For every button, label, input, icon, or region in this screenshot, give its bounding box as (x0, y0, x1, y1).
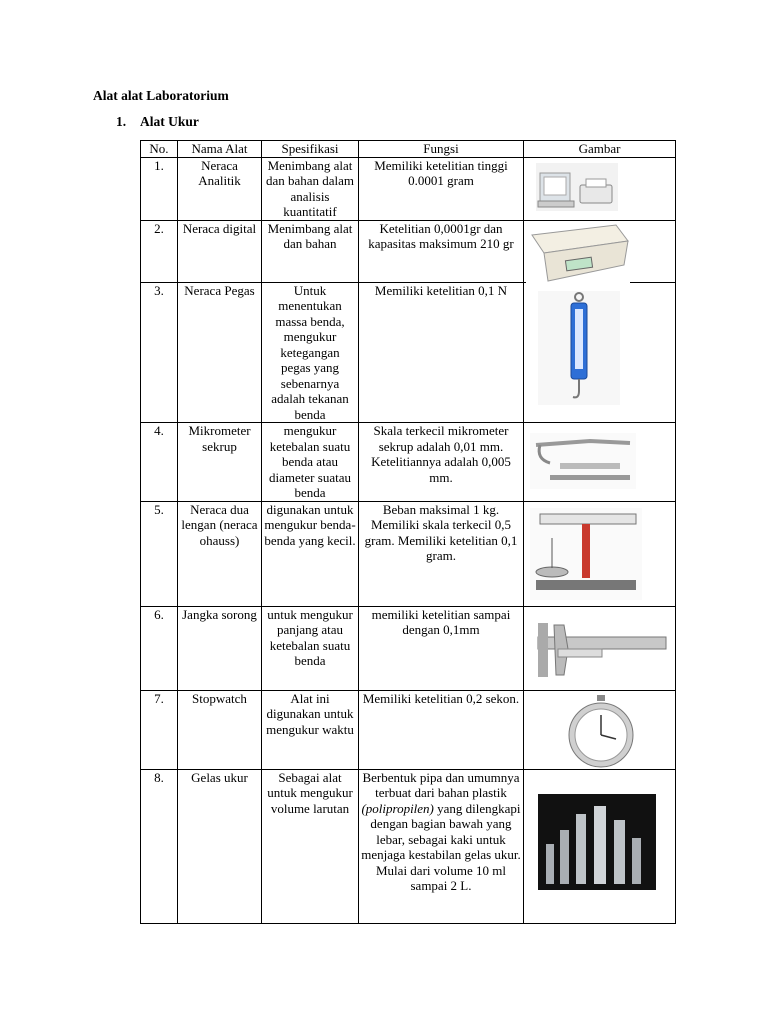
spring-balance-icon (538, 291, 620, 405)
table-row (141, 769, 676, 923)
cell-nama: Neraca Analitik (178, 157, 262, 220)
fungsi-italic-part: (polipropilen) (361, 800, 434, 816)
cell-gambar (524, 157, 676, 220)
cell-spesifikasi: digunakan untuk mengukur benda-benda yang kecil. (262, 501, 359, 606)
fungsi-text-part: Berbentuk pipa dan umumnya terbuat dari bahan plastik (362, 769, 520, 800)
table-row (141, 606, 676, 690)
fungsi-text-part: yang dilengkapi dengan bagian bawah yang lebar, sebagai kaki untuk menjaga kestabilan gelas ukur. Mulai dari volume 10 ml sampai 2 L. (361, 800, 521, 893)
cell-nama: Stopwatch (178, 690, 262, 769)
cell-no: 3. (141, 282, 178, 423)
cell-gambar (524, 501, 676, 606)
cell-spesifikasi: Sebagai alat untuk mengukur volume larutan (262, 769, 359, 923)
cell-nama: Neraca digital (178, 220, 262, 282)
table-row (141, 220, 676, 282)
cell-nama: Neraca dua lengan (neraca ohauss) (178, 501, 262, 606)
table-row (141, 423, 676, 502)
cell-gambar (524, 690, 676, 769)
stopwatch-icon (564, 695, 638, 769)
cell-no: 6. (141, 606, 178, 690)
table-row (141, 157, 676, 220)
cell-spesifikasi: Menimbang alat dan bahan (262, 220, 359, 282)
header-spesifikasi: Spesifikasi (262, 141, 359, 158)
cell-fungsi: Beban maksimal 1 kg. Memiliki skala terkecil 0,5 gram. Memiliki ketelitian 0,1 gram. (359, 501, 524, 606)
cell-fungsi: Skala terkecil mikrometer sekrup adalah 0,01 mm. Ketelitiannya adalah 0,005 mm. (359, 423, 524, 502)
digital-scale-icon (526, 221, 630, 287)
cell-spesifikasi: mengukur ketebalan suatu benda atau diameter suatau benda (262, 423, 359, 502)
cell-spesifikasi: Menimbang alat dan bahan dalam analisis kuantitatif (262, 157, 359, 220)
cell-fungsi: Memiliki ketelitian 0,1 N (359, 282, 524, 423)
cell-fungsi: Ketelitian 0,0001gr dan kapasitas maksimum 210 gr (359, 220, 524, 282)
analytical-balance-icon (536, 163, 618, 211)
cell-no: 8. (141, 769, 178, 923)
measuring-cylinder-icon (538, 794, 656, 890)
cell-spesifikasi: Alat ini digunakan untuk mengukur waktu (262, 690, 359, 769)
cell-no: 1. (141, 157, 178, 220)
cell-spesifikasi: Untuk menentukan massa benda, mengukur ketegangan pegas yang sebenarnya adalah tekanan benda (262, 282, 359, 423)
cell-nama: Jangka sorong (178, 606, 262, 690)
cell-fungsi (359, 769, 524, 923)
cell-no: 2. (141, 220, 178, 282)
header-gambar: Gambar (524, 141, 676, 158)
cell-nama: Gelas ukur (178, 769, 262, 923)
cell-no: 7. (141, 690, 178, 769)
cell-fungsi: Memiliki ketelitian tinggi 0.0001 gram (359, 157, 524, 220)
ohaus-balance-icon (530, 508, 642, 600)
header-fungsi: Fungsi (359, 141, 524, 158)
header-no: No. (141, 141, 178, 158)
section-heading (116, 114, 199, 130)
header-nama-alat: Nama Alat (178, 141, 262, 158)
micrometer-icon (530, 433, 636, 489)
cell-nama: Mikrometer sekrup (178, 423, 262, 502)
cell-spesifikasi: untuk mengukur panjang atau ketebalan suatu benda (262, 606, 359, 690)
cell-nama: Neraca Pegas (178, 282, 262, 423)
table-row (141, 501, 676, 606)
cell-gambar (524, 282, 676, 423)
table-row (141, 690, 676, 769)
document-title: Alat alat Laboratorium (93, 88, 229, 103)
cell-gambar (524, 606, 676, 690)
cell-gambar (524, 769, 676, 923)
cell-no: 4. (141, 423, 178, 502)
cell-fungsi: Memiliki ketelitian 0,2 sekon. (359, 690, 524, 769)
cell-gambar (524, 220, 676, 282)
instrument-table (140, 140, 676, 924)
cell-no: 5. (141, 501, 178, 606)
section-title: Alat Ukur (140, 114, 199, 129)
caliper-icon (528, 619, 668, 679)
section-number: 1. (116, 114, 127, 129)
table-row (141, 282, 676, 423)
cell-fungsi: memiliki ketelitian sampai dengan 0,1mm (359, 606, 524, 690)
table-header-row (141, 141, 676, 158)
cell-gambar (524, 423, 676, 502)
